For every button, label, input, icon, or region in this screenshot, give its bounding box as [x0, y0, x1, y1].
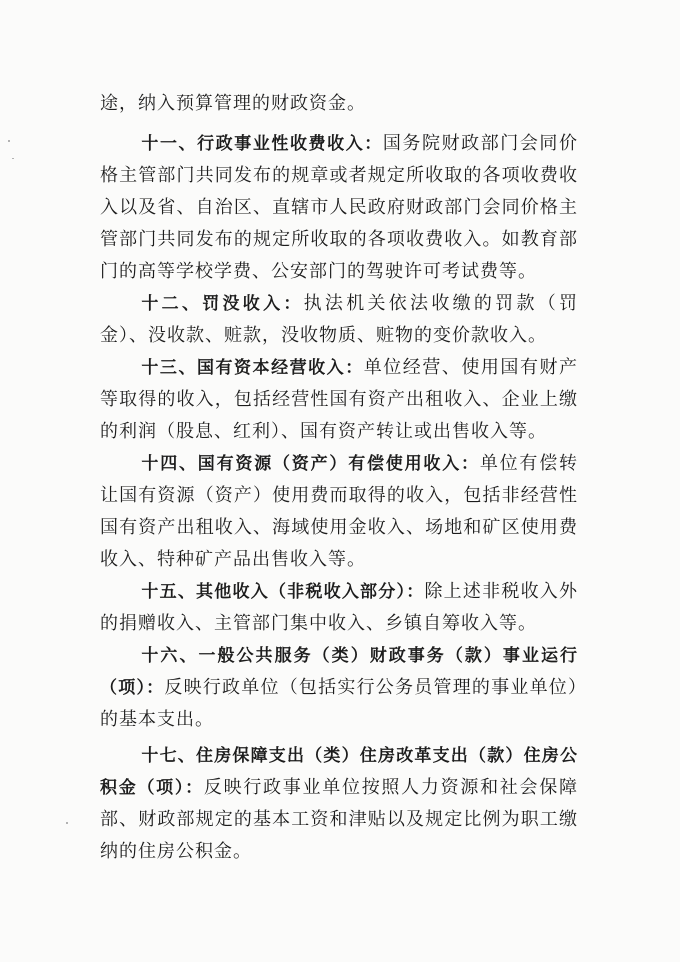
paragraph-17	[100, 740, 578, 868]
scan-speck	[12, 158, 14, 159]
paragraph-text: 单位经营、使用国有财产等取得的收入，包括经营性国有资产出租收入、企业上缴的利润（股息、红利）、国有资产转让或出售收入等。	[100, 357, 579, 442]
paragraph-text: 国务院财政部门会同价格主管部门共同发布的规章或者规定所收取的各项收费收入以及省、自治区、直辖市人民政府财政部门会同价格主管部门共同发布的规定所收取的各项收费收入。如教育部门的高等学校学费、公安部门的驾驶许可考试费等。	[100, 133, 579, 282]
paragraph-text: 除上述非税收入外的捐赠收入、主管部门集中收入、乡镇自筹收入等。	[100, 581, 579, 634]
paragraph-11	[100, 128, 578, 288]
paragraph-heading: 十一、行政事业性收费收入：	[141, 134, 383, 154]
paragraph-heading: 十六、一般公共服务（类）财政事务（款）事业运行（项）：	[100, 646, 578, 698]
paragraph-heading: 十三、国有资本经营收入：	[141, 358, 364, 378]
paragraph-heading: 十四、国有资源（资产）有偿使用收入：	[141, 454, 480, 474]
paragraph-13	[100, 352, 578, 448]
paragraph-text: 途，纳入预算管理的财政资金。	[100, 93, 366, 114]
paragraph-text: 单位有偿转让国有资源（资产）使用费而取得的收入，包括非经营性国有资产出租收入、海域使用金收入、场地和矿区使用费收入、特种矿产品出售收入等。	[100, 453, 579, 570]
paragraph-text: 反映行政事业单位按照人力资源和社会保障部、财政部规定的基本工资和津贴以及规定比例为职工缴纳的住房公积金。	[100, 777, 578, 862]
paragraph-16	[100, 640, 578, 736]
paragraph-text: 执法机关依法收缴的罚款（罚金）、没收款、赃款，没收物质、赃物的变价款收入。	[100, 293, 579, 346]
paragraph-15	[100, 576, 578, 640]
paragraph-12	[100, 288, 578, 352]
paragraph-text: 反映行政单位（包括实行公务员管理的事业单位）的基本支出。	[100, 677, 579, 730]
scan-speck	[66, 822, 68, 824]
paragraph-continuation	[100, 88, 578, 120]
paragraph-heading: 十五、其他收入（非税收入部分）：	[141, 582, 425, 602]
paragraph-heading: 十二、罚没收入：	[141, 294, 304, 314]
paragraph-heading: 十七、住房保障支出（类）住房改革支出（款）住房公积金（项）：	[100, 746, 578, 798]
paragraph-14	[100, 448, 578, 576]
scan-speck	[8, 140, 10, 142]
